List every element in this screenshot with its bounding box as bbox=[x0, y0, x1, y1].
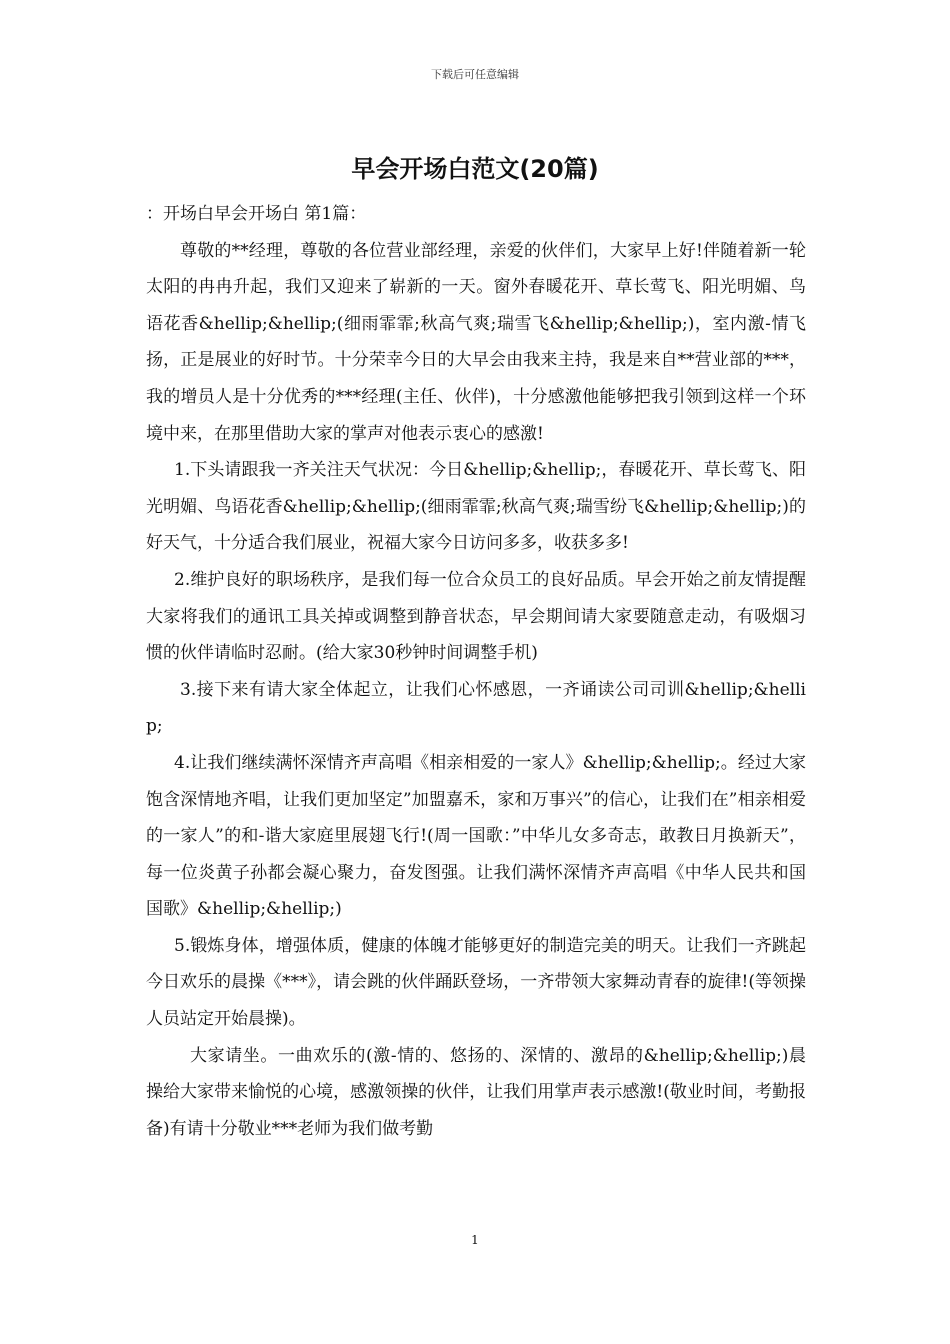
paragraph-closing: 大家请坐。一曲欢乐的(激-情的、悠扬的、深情的、激昂的&hellip;&hellip;)晨操给大家带来愉悦的心境，感激领操的伙伴，让我们用掌声表示感激!(敬业时间，考勤报备)有请十分敬业***老师为我们做考勤 bbox=[146, 1045, 806, 1139]
document-title: 早会开场白范文(20篇) bbox=[351, 155, 599, 183]
section-heading: ：开场白早会开场白 第1篇： bbox=[146, 204, 367, 224]
document-body bbox=[146, 196, 806, 1147]
header-note: 下载后可任意编辑 bbox=[431, 68, 519, 81]
paragraph-item-3: 3.接下来有请大家全体起立，让我们心怀感恩，一齐诵读公司司训&hellip;&hellip; bbox=[146, 679, 806, 737]
paragraph-item-2: 2.维护良好的职场秩序，是我们每一位合众员工的良好品质。早会开始之前友情提醒大家将我们的通讯工具关掉或调整到静音状态，早会期间请大家要随意走动，有吸烟习惯的伙伴请临时忍耐。(给大家30秒钟时间调整手机) bbox=[146, 569, 806, 664]
page-number: 1 bbox=[471, 1233, 479, 1247]
paragraph-item-1: 1.下头请跟我一齐关注天气状况：今日&hellip;&hellip;，春暖花开、草长莺飞、阳光明媚、鸟语花香&hellip;&hellip;(细雨霏霏;秋高气爽;瑞雪纷飞&hellip;&hellip;)的好天气，十分适合我们展业，祝福大家今日访问多多，收获多多! bbox=[146, 460, 806, 554]
paragraph-item-5: 5.锻炼身体，增强体质，健康的体魄才能够更好的制造完美的明天。让我们一齐跳起今日欢乐的晨操《***》，请会跳的伙伴踊跃登场，一齐带领大家舞动青春的旋律!(等领操人员站定开始晨操)。 bbox=[146, 935, 806, 1030]
paragraph-greeting: 尊敬的**经理，尊敬的各位营业部经理，亲爱的伙伴们，大家早上好!伴随着新一轮太阳的冉冉升起，我们又迎来了崭新的一天。窗外春暖花开、草长莺飞、阳光明媚、鸟语花香&hellip;&hellip;(细雨霏霏;秋高气爽;瑞雪飞&hellip;&hellip;)，室内激-情飞扬，正是展业的好时节。十分荣幸今日的大早会由我来主持，我是来自**营业部的***，我的增员人是十分优秀的***经理(主任、伙伴)，十分感激他能够把我引领到这样一个环境中来，在那里借助大家的掌声对他表示衷心的感激! bbox=[146, 240, 806, 444]
paragraph-item-4: 4.让我们继续满怀深情齐声高唱《相亲相爱的一家人》&hellip;&hellip;。经过大家饱含深情地齐唱，让我们更加坚定”加盟嘉禾，家和万事兴”的信心，让我们在”相亲相爱的一家人”的和-谐大家庭里展翅飞行!(周一国歌：”中华儿女多奇志，敢教日月换新天”，每一位炎黄子孙都会凝心聚力，奋发图强。让我们满怀深情齐声高唱《中华人民共和国国歌》&hellip;&hellip;) bbox=[146, 752, 806, 920]
